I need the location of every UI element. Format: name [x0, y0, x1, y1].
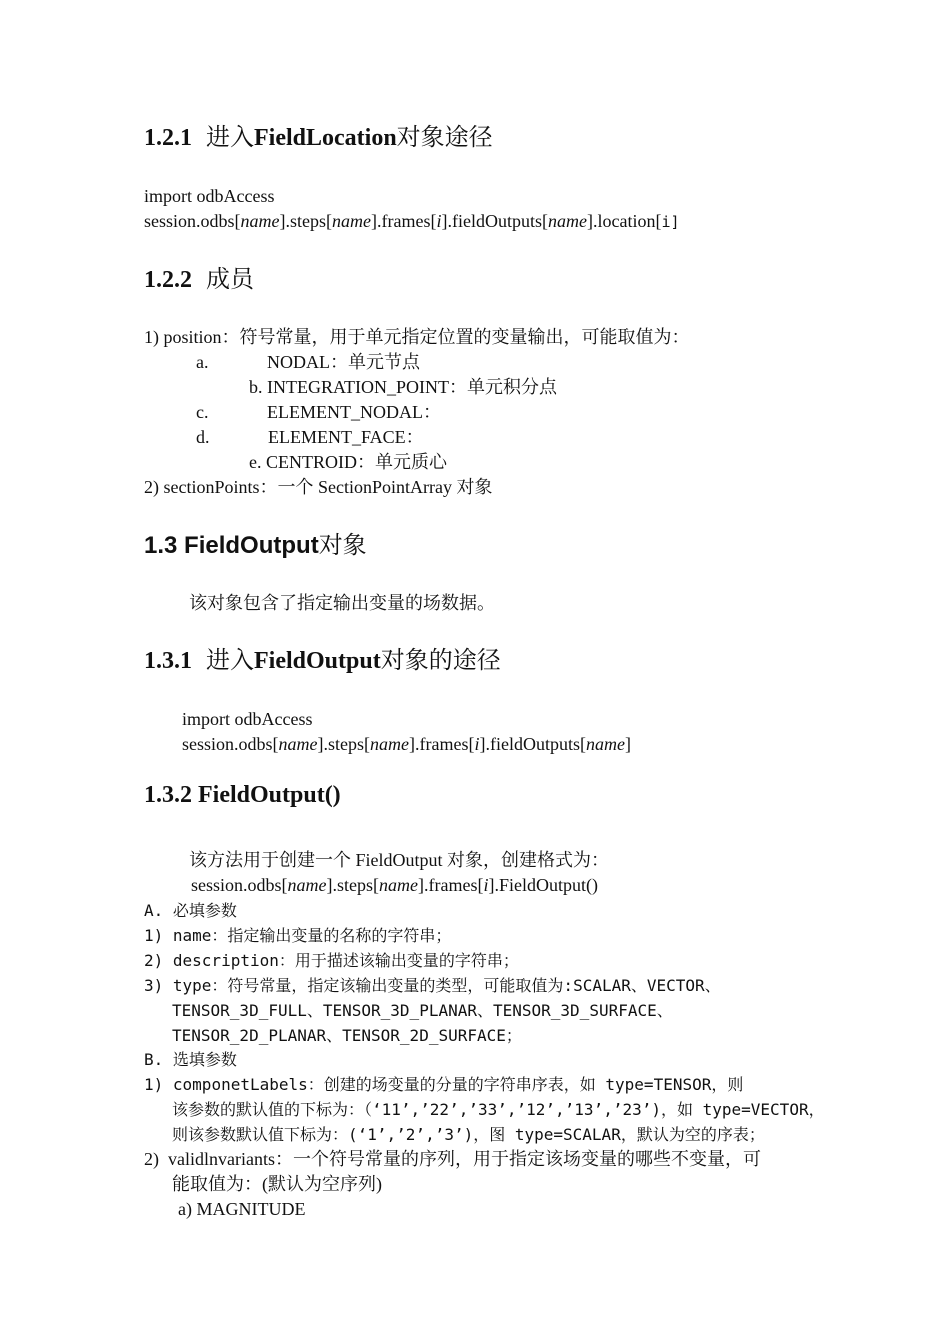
- heading-keyword: FieldLocation: [254, 125, 397, 151]
- code-text: session.odbs[: [144, 211, 241, 231]
- code-var: name: [278, 734, 318, 754]
- section-intro: 该对象包含了指定输出变量的场数据。: [189, 593, 495, 613]
- code-var: i: [474, 734, 480, 754]
- optional-params-heading: B. 选填参数: [144, 1050, 237, 1069]
- required-params-heading: A. 必填参数: [144, 901, 237, 920]
- heading-prefix: 进入: [206, 648, 254, 674]
- code-text: ].steps[: [317, 734, 371, 754]
- list-label-c: c.: [196, 402, 209, 422]
- heading-1-3-2: 1.3.2 FieldOutput(): [144, 782, 341, 808]
- code-var: name: [547, 211, 587, 231]
- param-valid-invariants-cont: 能取值为：(默认为空序列): [172, 1174, 382, 1194]
- param-type-cont-1: TENSOR_3D_FULL、TENSOR_3D_PLANAR、TENSOR_3D_SURFACE、: [172, 1001, 673, 1020]
- code-text: ].frames[: [418, 875, 484, 895]
- code-text: session.odbs[: [182, 734, 279, 754]
- method-signature: [191, 873, 598, 898]
- code-var: name: [240, 211, 280, 231]
- param-component-labels-cont-1: 该参数的默认值的下标为：（‘11’,’22’,’33’,’12’,’13’,’23’)，如 type=VECTOR，: [172, 1100, 825, 1119]
- list-label-d: d.: [196, 427, 210, 447]
- member-section-points: 2) sectionPoints：一个 SectionPointArray 对象: [144, 477, 493, 497]
- heading-suffix: 对象: [318, 532, 367, 559]
- param-name: 1) name：指定输出变量的名称的字符串；: [144, 926, 452, 945]
- code-path-1: [144, 209, 680, 235]
- heading-number: 1.2.1: [144, 125, 192, 151]
- list-item-nodal: NODAL：单元节点: [267, 352, 420, 372]
- code-var: i: [483, 875, 489, 895]
- member-position: 1) position：符号常量，用于单元指定位置的变量输出，可能取值为：: [144, 327, 690, 347]
- invariant-magnitude: a) MAGNITUDE: [178, 1199, 306, 1219]
- param-description: 2) description：用于描述该输出变量的字符串；: [144, 951, 519, 970]
- heading-suffix: 对象的途径: [380, 648, 501, 674]
- code-text: ]: [624, 734, 631, 754]
- heading-1-3: [144, 525, 367, 560]
- param-text: componetLabels：创建的场变量的分量的字符串序表，如 type=TENSOR，则: [172, 1075, 744, 1094]
- code-text: ].fieldOutputs[: [479, 734, 586, 754]
- list-item-element-face: ELEMENT_FACE：: [268, 427, 424, 447]
- list-item-centroid: e. CENTROID：单元质心: [249, 452, 447, 472]
- list-label-a: a.: [196, 352, 209, 372]
- heading-number: 1.3.1: [144, 648, 192, 674]
- param-component-labels-cont-2: 则该参数默认值下标为：(‘1’,’2’,’3’)，图 type=SCALAR，默认为空的序表；: [172, 1125, 765, 1144]
- heading-1-2-1: [144, 117, 493, 152]
- param-text: validlnvariants：一个符号常量的序列，用于指定该场变量的哪些不变量，可: [168, 1149, 761, 1169]
- heading-keyword: FieldOutput: [254, 648, 381, 674]
- code-text: ].steps[: [326, 875, 380, 895]
- heading-keyword: FieldOutput: [184, 532, 319, 559]
- code-var: i: [661, 213, 671, 231]
- code-text: ].frames[: [371, 211, 437, 231]
- code-var: name: [332, 211, 372, 231]
- code-path-2: [182, 732, 631, 757]
- code-var: i: [436, 211, 442, 231]
- heading-1-3-1: [144, 640, 501, 675]
- param-type: 3) type：符号常量，指定该输出变量的类型，可能取值为:SCALAR、VECTOR、: [144, 976, 721, 995]
- code-text: ].steps[: [279, 211, 333, 231]
- code-import-2: import odbAccess: [182, 709, 313, 729]
- heading-1-2-2: [144, 259, 254, 294]
- heading-suffix: 对象途径: [396, 125, 493, 151]
- code-var: name: [379, 875, 419, 895]
- list-number: 1): [144, 1075, 164, 1094]
- list-item-integration-point: b. INTEGRATION_POINT：单元积分点: [249, 377, 557, 397]
- code-text: ].frames[: [409, 734, 475, 754]
- code-text: ].location[: [586, 211, 662, 231]
- param-component-labels: [144, 1072, 743, 1097]
- code-text: ].FieldOutput(): [488, 875, 598, 895]
- code-import-1: import odbAccess: [144, 186, 275, 206]
- heading-title: 成员: [206, 267, 254, 293]
- heading-prefix: 进入: [206, 125, 254, 151]
- method-intro: 该方法用于创建一个 FieldOutput 对象，创建格式为：: [189, 850, 610, 870]
- code-var: name: [287, 875, 327, 895]
- heading-number: 1.3: [144, 532, 178, 559]
- code-var: name: [370, 734, 410, 754]
- param-valid-invariants: [144, 1147, 761, 1172]
- list-item-element-nodal: ELEMENT_NODAL：: [267, 402, 441, 422]
- code-text: session.odbs[: [191, 875, 288, 895]
- heading-number: 1.2.2: [144, 267, 192, 293]
- list-number: 2): [144, 1149, 159, 1169]
- param-type-cont-2: TENSOR_2D_PLANAR、TENSOR_2D_SURFACE；: [172, 1026, 522, 1045]
- code-text: ]: [670, 213, 680, 231]
- code-var: name: [585, 734, 625, 754]
- code-text: ].fieldOutputs[: [441, 211, 548, 231]
